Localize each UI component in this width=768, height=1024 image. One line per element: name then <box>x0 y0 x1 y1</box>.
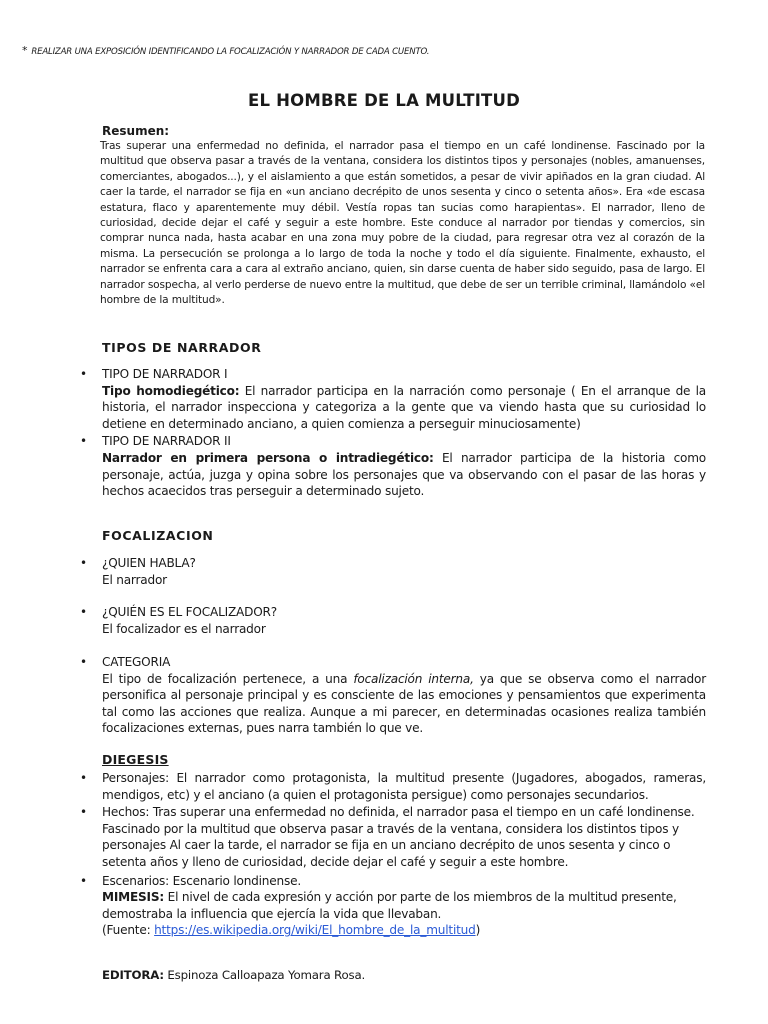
category-text-before: El tipo de focalización pertenece, a una <box>102 671 354 686</box>
diegesis-characters-text: Personajes: El narrador como protagonista, la multitud presente (Jugadores, abogados, rameras, mendigos, etc) y el anciano (a quien el protagonista persigue) como personajes secundarios. <box>102 771 706 802</box>
narrator-type-1-term: Tipo homodiegético: <box>102 383 240 398</box>
bullet: • <box>80 605 87 619</box>
mimesis-paragraph <box>102 889 706 922</box>
source-line <box>102 922 706 939</box>
narrator-type-2-text: El narrador participa de la historia como personaje, actúa, juzga y opina sobre los personajes que va observando con el pasar de las horas y hechos acaecidos tras perseguir a determinado sujeto. <box>102 450 706 499</box>
narrator-type-2-description <box>102 450 706 500</box>
narrator-type-1 <box>80 366 706 432</box>
question-focalizer-row <box>80 604 706 637</box>
focalization-heading: FOCALIZACION <box>102 528 214 543</box>
bullet: • <box>80 805 87 820</box>
question-focalizer <box>80 604 706 637</box>
bullet: • <box>80 771 87 785</box>
bullet: • <box>80 434 87 449</box>
diegesis-characters <box>80 770 706 803</box>
document-title: EL HOMBRE DE LA MULTITUD <box>248 91 520 110</box>
narrator-type-1-label: TIPO DE NARRADOR I <box>102 367 228 381</box>
editor-name: Espinoza Calloapaza Yomara Rosa. <box>163 968 366 982</box>
asterisk: * <box>22 44 28 57</box>
diegesis-events-text: Hechos: Tras superar una enfermedad no definida, el narrador pasa el tiempo en un café londinense. Fascinado por la multitud que observa pasar a través de la ventana, considera los distintos tipos y personajes Al caer la tarde, el narrador se fija en un anciano decrépito de unos sesenta y cinco o setenta años y lleno de curiosidad, decide dejar el café y seguir a este hombre. <box>102 805 695 869</box>
narrator-type-2-term: Narrador en primera persona o intradiegético: <box>102 450 434 465</box>
bullet: • <box>80 873 87 888</box>
diegesis-heading: DIEGESIS <box>102 752 169 767</box>
category-description <box>102 671 706 737</box>
source-prefix: (Fuente: <box>102 923 155 938</box>
category-emphasis: focalización interna, <box>353 671 474 686</box>
bullet: • <box>80 367 87 381</box>
source-suffix: ) <box>475 923 481 938</box>
answer-focalizer: El focalizador es el narrador <box>102 621 266 636</box>
question-who-speaks-text: ¿QUIEN HABLA? <box>102 556 196 570</box>
narrator-types-list <box>80 366 706 500</box>
editor-line <box>102 967 728 984</box>
question-who-speaks-row <box>80 555 706 588</box>
narrator-types-heading: TIPOS DE NARRADOR <box>102 340 262 355</box>
summary-paragraph: Tras superar una enfermedad no definida, el narrador pasa el tiempo en un café londinense. Fascinado por la multitud que observa pasar a través de la ventana, considera los distintos tipos y personajes (nobles, amanuenses, comerciantes, abogados...), y el aislamiento a que están sometidos, a pesar de vivir apiñados en la gran ciudad. Al caer la tarde, el narrador se fija en «un anciano decrépito de unos sesenta y cinco o setenta años». Era «de escasa estatura, flaco y aparentemente muy débil. Vestía ropas tan sucias como harapientas». El narrador, lleno de curiosidad, decide dejar el café y seguir a este hombre. Este conduce al narrador por tiendas y comercios, sin comprar nunca nada, hasta acabar en una zona muy pobre de la ciudad, para regresar otra vez al corazón de la misma. La persecución se prolonga a lo largo de toda la noche y todo el día siguiente. Finalmente, exhausto, el narrador se enfrenta cara a cara al extraño anciano, quien, sin darse cuenta de haber sido seguido, pasa de largo. El narrador sospecha, al verlo perderse de nuevo entre la multitud, que debe de ser un terrible criminal, llamándolo «el hombre de la multitud». <box>100 140 705 307</box>
mimesis-text: El nivel de cada expresión y acción por parte de los miembros de la multitud presente, demostraba la influencia que ejercía la vida que llevaban. <box>102 890 677 921</box>
category-row <box>80 654 706 737</box>
summary-heading: Resumen: <box>102 124 170 138</box>
question-focalizer-text: ¿QUIÉN ES EL FOCALIZADOR? <box>102 605 277 619</box>
category-text-after: ya que se observa como el narrador personifica al personaje principal y es consciente de las emociones y pensamientos que experimenta tal como las acciones que realiza. Aunque a mi parecer, en determinadas ocasiones realiza también focalizaciones externas, pues narra también lo que ve. <box>102 671 706 736</box>
question-who-speaks <box>80 555 706 588</box>
bullet: • <box>80 556 87 570</box>
diegesis-settings <box>80 873 706 939</box>
narrator-type-1-text: El narrador participa en la narración como personaje ( En el arranque de la historia, el narrador inspecciona y categoriza a la gente que va viendo hasta que su curiosidad lo detiene en determinado anciano, a quien comienza a perseguir minuciosamente) <box>102 383 706 431</box>
diegesis-list <box>80 770 706 939</box>
narrator-type-1-description <box>102 383 706 433</box>
instruction-note <box>22 44 429 57</box>
mimesis-term: MIMESIS: <box>102 890 164 905</box>
category-section <box>80 654 706 737</box>
narrator-type-2-label: TIPO DE NARRADOR II <box>102 434 231 449</box>
source-link[interactable]: https://es.wikipedia.org/wiki/El_hombre_de_la_multitud <box>154 923 476 938</box>
category-label: CATEGORIA <box>102 655 171 669</box>
editor-label: EDITORA: <box>102 968 164 982</box>
instruction-text: REALIZAR UNA EXPOSICIÓN IDENTIFICANDO LA FOCALIZACIÓN Y NARRADOR DE CADA CUENTO. <box>31 47 430 57</box>
diegesis-settings-text: Escenarios: Escenario londinense. <box>102 873 301 888</box>
answer-who-speaks: El narrador <box>102 572 167 587</box>
diegesis-events <box>80 804 706 870</box>
bullet: • <box>80 655 87 669</box>
narrator-type-2 <box>80 433 706 499</box>
